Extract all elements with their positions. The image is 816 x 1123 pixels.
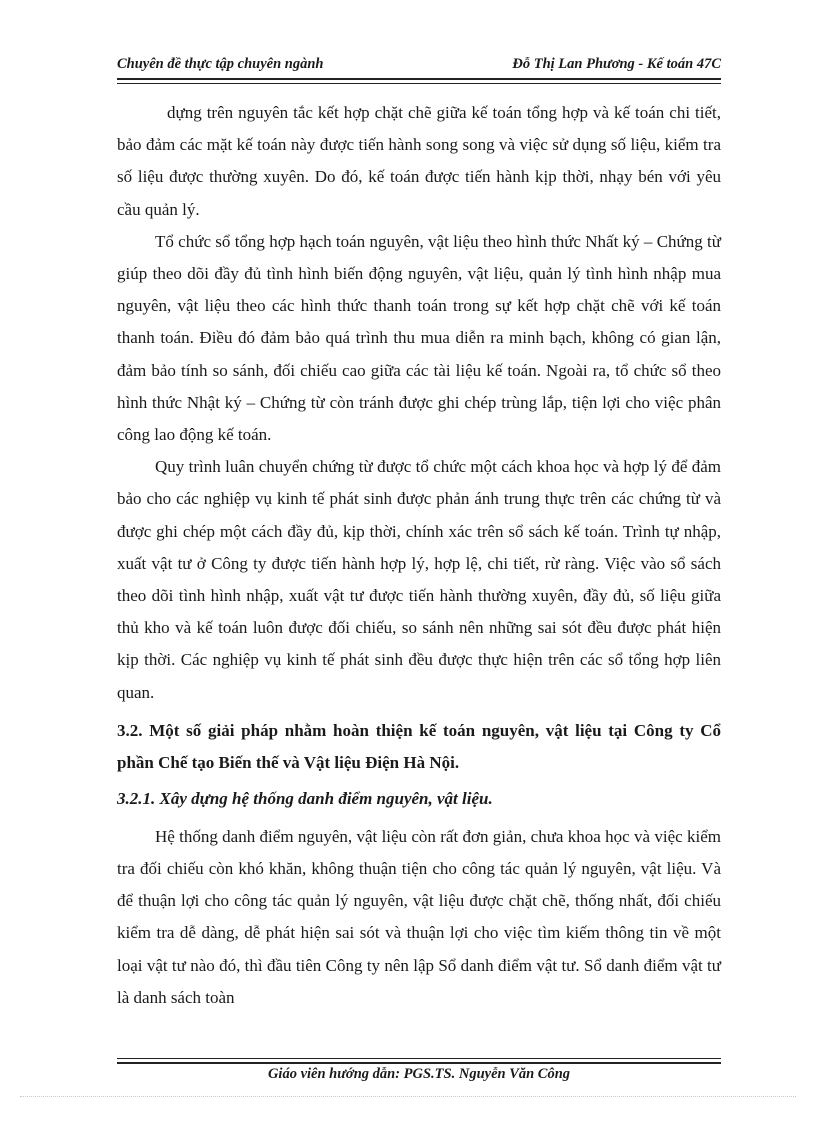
paragraph-1: dựng trên nguyên tắc kết hợp chặt chẽ giữa kế toán tổng hợp và kế toán chi tiết, bảo đảm các mặt kế toán này được tiến hành song song và việc sử dụng số liệu, kiểm tra số liệu được thường xuyên. Do đó, kế toán được tiến hành kịp thời, nhạy bén với yêu cầu quản lý. bbox=[117, 103, 721, 219]
header-divider bbox=[117, 78, 721, 84]
paragraph-4: Hệ thống danh điểm nguyên, vật liệu còn rất đơn giản, chưa khoa học và việc kiểm tra đối chiếu còn khó khăn, không thuận tiện cho công tác quản lý nguyên, vật liệu. Và để thuận lợi cho công tác quản lý nguyên, vật liệu được chặt chẽ, thống nhất, đối chiếu kiểm tra dễ dàng, dễ phát hiện sai sót và thuận lợi cho việc tìm kiếm thông tin về một loại vật tư nào đó, thì đầu tiên Công ty nên lập Sổ danh điểm vật tư. Sổ danh điểm vật tư là danh sách toàn bbox=[117, 826, 721, 1007]
page-body bbox=[117, 97, 721, 1014]
page-header bbox=[117, 56, 721, 80]
page-bottom-dotted-line bbox=[20, 1096, 796, 1097]
subsection-heading: 3.2.1. Xây dựng hệ thống danh điểm nguyên, vật liệu. bbox=[117, 788, 493, 808]
header-document-title: Chuyên đề thực tập chuyên ngành bbox=[117, 56, 324, 72]
paragraph-3: Quy trình luân chuyển chứng từ được tổ chức một cách khoa học và hợp lý để đảm bảo cho các nghiệp vụ kinh tế phát sinh được phản ánh trung thực trên các chứng từ và được ghi chép một cách đầy đủ, kịp thời, chính xác trên sổ sách kế toán. Trình tự nhập, xuất vật tư ở Công ty được tiến hành hợp lý, hợp lệ, chi tiết, rừ ràng. Việc vào sổ sách theo dõi tình hình nhập, xuất vật tư được tiến hành thường xuyên, đầy đủ, số liệu giữa thủ kho và kế toán luôn được đối chiếu, so sánh nên những sai sót đều được phát hiện kịp thời. Các nghiệp vụ kinh tế phát sinh đều được thực hiện trên các sổ tổng hợp liên quan. bbox=[117, 457, 721, 702]
footer-supervisor: Giáo viên hướng dẫn: PGS.TS. Nguyễn Văn Công bbox=[267, 1066, 571, 1082]
header-author: Đỗ Thị Lan Phương - Kế toán 47C bbox=[512, 56, 721, 72]
section-heading: 3.2. Một số giải pháp nhằm hoàn thiện kế toán nguyên, vật liệu tại Công ty Cổ phần Chế tạo Biến thế và Vật liệu Điện Hà Nội. bbox=[117, 720, 721, 772]
footer-divider bbox=[117, 1058, 721, 1064]
paragraph-2: Tổ chức sổ tổng hợp hạch toán nguyên, vật liệu theo hình thức Nhất ký – Chứng từ giúp theo dõi đầy đủ tình hình biến động nguyên, vật liệu, quản lý tình hình nhập mua nguyên, vật liệu theo các hình thức thanh toán trong sự kết hợp chặt chẽ với kế toán thanh toán. Điều đó đảm bảo quá trình thu mua diễn ra minh bạch, không có gian lận, đảm bảo tính so sánh, đối chiếu cao giữa các tài liệu kế toán. Ngoài ra, tổ chức sổ theo hình thức Nhật ký – Chứng từ còn tránh được ghi chép trùng lắp, tiện lợi cho việc phân công lao động kế toán. bbox=[117, 231, 721, 445]
